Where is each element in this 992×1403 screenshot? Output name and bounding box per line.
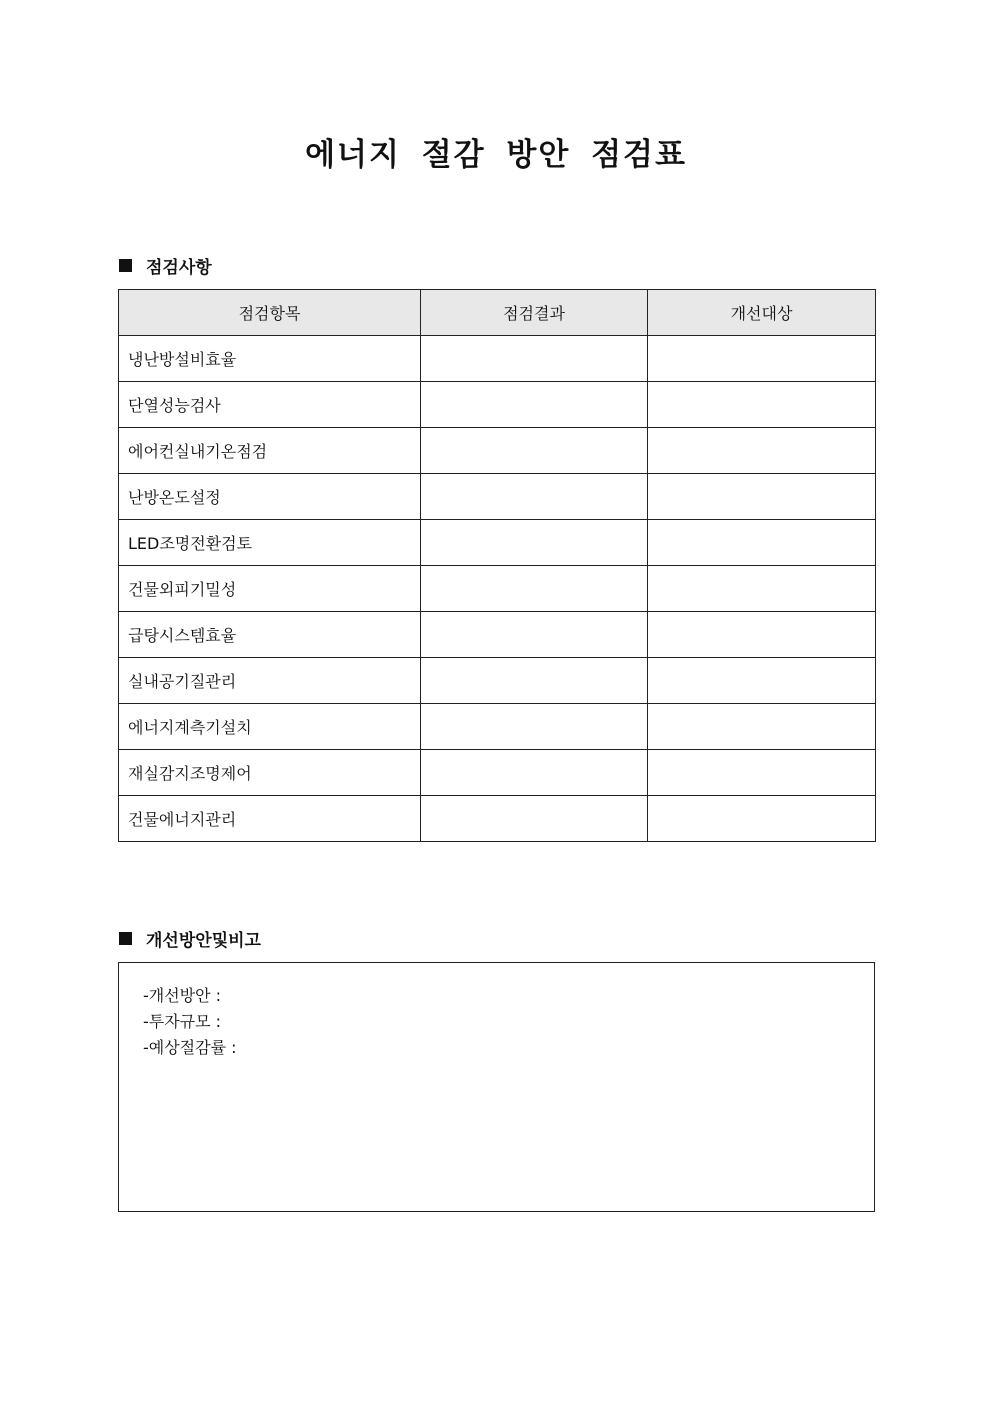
check-item-cell: 냉난방설비효율 bbox=[119, 336, 421, 382]
expected-savings-line: -예상절감률 : bbox=[143, 1038, 237, 1057]
improvement-plan-line: -개선방안 : bbox=[143, 986, 222, 1005]
table-row bbox=[119, 658, 876, 704]
result-cell[interactable] bbox=[421, 612, 648, 658]
target-cell[interactable] bbox=[648, 474, 876, 520]
target-cell[interactable] bbox=[648, 428, 876, 474]
result-cell[interactable] bbox=[421, 382, 648, 428]
table-row bbox=[119, 474, 876, 520]
section-heading-inspection bbox=[119, 253, 212, 277]
check-item-cell: 건물외피기밀성 bbox=[119, 566, 421, 612]
investment-scale-line: -투자규모 : bbox=[143, 1012, 222, 1031]
table-header-row bbox=[119, 290, 876, 336]
result-cell[interactable] bbox=[421, 428, 648, 474]
result-cell[interactable] bbox=[421, 658, 648, 704]
table-row bbox=[119, 750, 876, 796]
target-cell[interactable] bbox=[648, 658, 876, 704]
black-square-icon bbox=[119, 259, 132, 272]
black-square-icon bbox=[119, 932, 132, 945]
check-item-cell: 난방온도설정 bbox=[119, 474, 421, 520]
table-row bbox=[119, 428, 876, 474]
check-item-cell: 에너지계측기설치 bbox=[119, 704, 421, 750]
check-item-cell: LED조명전환검토 bbox=[119, 520, 421, 566]
result-cell[interactable] bbox=[421, 796, 648, 842]
table-row bbox=[119, 520, 876, 566]
target-cell[interactable] bbox=[648, 612, 876, 658]
result-cell[interactable] bbox=[421, 474, 648, 520]
check-item-cell: 단열성능검사 bbox=[119, 382, 421, 428]
section-heading-label: 점검사항 bbox=[146, 257, 212, 278]
table-row bbox=[119, 566, 876, 612]
target-cell[interactable] bbox=[648, 750, 876, 796]
result-cell[interactable] bbox=[421, 520, 648, 566]
inspection-table bbox=[118, 289, 876, 842]
result-cell[interactable] bbox=[421, 566, 648, 612]
table-row bbox=[119, 382, 876, 428]
check-item-cell: 건물에너지관리 bbox=[119, 796, 421, 842]
section-heading-improvement bbox=[119, 926, 261, 950]
result-cell[interactable] bbox=[421, 336, 648, 382]
target-cell[interactable] bbox=[648, 704, 876, 750]
target-cell[interactable] bbox=[648, 796, 876, 842]
target-cell[interactable] bbox=[648, 382, 876, 428]
check-item-cell: 급탕시스템효율 bbox=[119, 612, 421, 658]
table-row bbox=[119, 704, 876, 750]
column-header-result: 점검결과 bbox=[421, 290, 648, 336]
check-item-cell: 에어컨실내기온점검 bbox=[119, 428, 421, 474]
check-item-cell: 재실감지조명제어 bbox=[119, 750, 421, 796]
target-cell[interactable] bbox=[648, 566, 876, 612]
table-row bbox=[119, 336, 876, 382]
column-header-target: 개선대상 bbox=[648, 290, 876, 336]
check-item-cell: 실내공기질관리 bbox=[119, 658, 421, 704]
result-cell[interactable] bbox=[421, 750, 648, 796]
table-row bbox=[119, 612, 876, 658]
target-cell[interactable] bbox=[648, 336, 876, 382]
target-cell[interactable] bbox=[648, 520, 876, 566]
section-heading-label: 개선방안및비고 bbox=[146, 930, 261, 951]
improvement-notes-box[interactable] bbox=[118, 962, 875, 1212]
table-row bbox=[119, 796, 876, 842]
column-header-item: 점검항목 bbox=[119, 290, 421, 336]
result-cell[interactable] bbox=[421, 704, 648, 750]
document-title: 에너지 절감 방안 점검표 bbox=[305, 137, 687, 173]
